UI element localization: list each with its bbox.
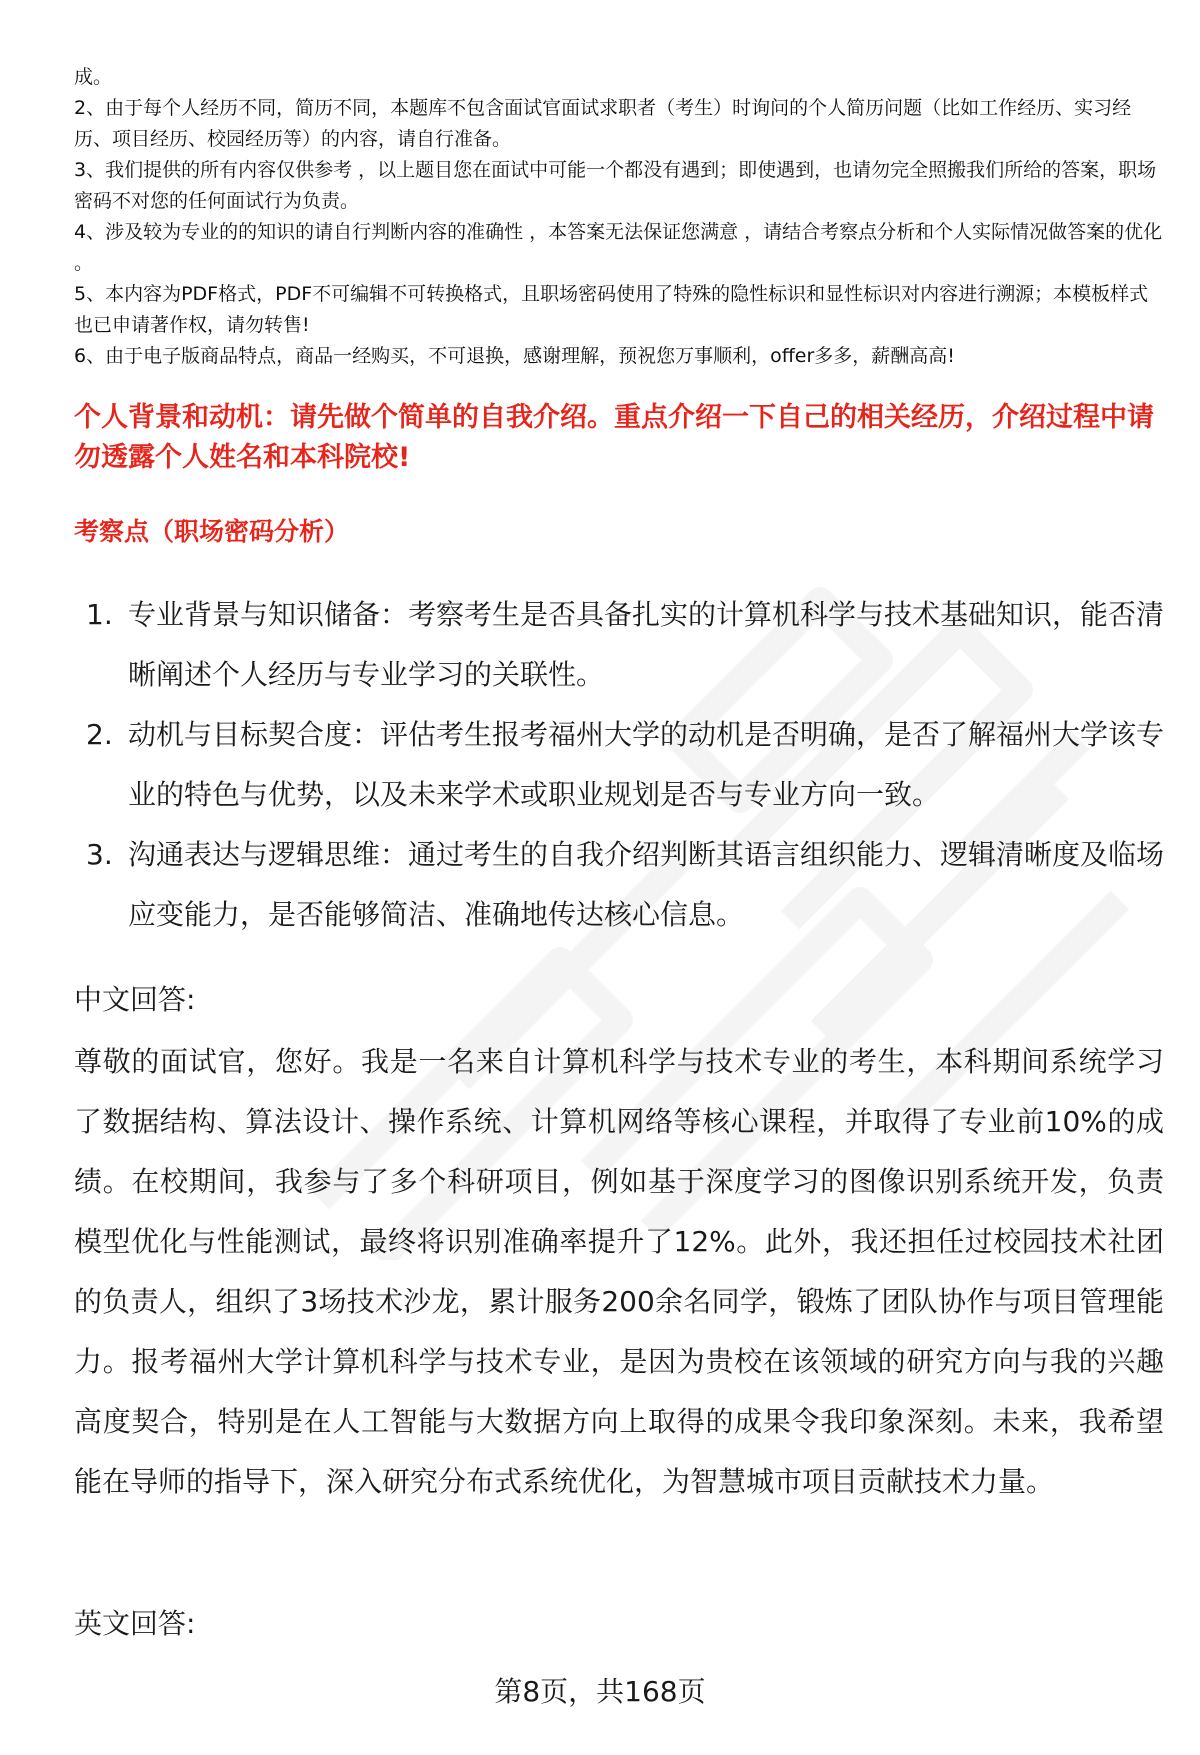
point-text: 专业背景与知识储备：考察考生是否具备扎实的计算机科学与技术基础知识，能否清晰阐述个人经历与专业学习的关联性。	[128, 598, 1165, 691]
point-text: 沟通表达与逻辑思维：通过考生的自我介绍判断其语言组织能力、逻辑清晰度及临场应变能力，是否能够简洁、准确地传达核心信息。	[128, 838, 1165, 931]
point-text: 动机与目标契合度：评估考生报考福州大学的动机是否明确，是否了解福州大学该专业的特色与优势，以及未来学术或职业规划是否与专业方向一致。	[128, 718, 1165, 811]
analysis-point	[74, 585, 1164, 705]
note-line: 2、由于每个人经历不同，简历不同，本题库不包含面试官面试求职者（考生）时询问的个人简历问题（比如工作经历、实习经历、项目经历、校园经历等）的内容，请自行准备。	[74, 97, 1132, 150]
note-line: 5、本内容为PDF格式，PDF不可编辑不可转换格式，且职场密码使用了特殊的隐性标识和显性标识对内容进行溯源；本模板样式也已申请著作权，请勿转售!	[74, 283, 1149, 336]
page-number-footer: 第8页，共168页	[494, 1675, 706, 1708]
chinese-answer-label: 中文回答:	[74, 983, 196, 1016]
interview-question: 个人背景和动机：请先做个简单的自我介绍。重点介绍一下自己的相关经历，介绍过程中请勿透露个人姓名和本科院校!	[74, 402, 1154, 473]
note-line: 6、由于电子版商品特点，商品一经购买，不可退换，感谢理解，预祝您万事顺利，offer多多，薪酬高高!	[74, 345, 955, 367]
analysis-heading: 考察点（职场密码分析）	[74, 517, 350, 546]
analysis-point	[74, 705, 1164, 825]
note-line: 3、我们提供的所有内容仅供参考 ，以上题目您在面试中可能一个都没有遇到；即使遇到，也请勿完全照搬我们所给的答案，职场密码不对您的任何面试行为负责。	[74, 159, 1157, 212]
analysis-points-list	[74, 585, 1164, 945]
note-line: 4、涉及较为专业的的知识的请自行判断内容的准确性 ，本答案无法保证您满意 ，请结合考察点分析和个人实际情况做答案的优化 。	[74, 221, 1163, 274]
point-number: 3.	[86, 838, 113, 871]
english-answer-label: 英文回答:	[74, 1607, 196, 1640]
point-number: 1.	[86, 598, 113, 631]
point-number: 2.	[86, 718, 113, 751]
note-line: 成。	[74, 66, 113, 88]
chinese-answer-text: 尊敬的面试官，您好。我是一名来自计算机科学与技术专业的考生，本科期间系统学习了数据结构、算法设计、操作系统、计算机网络等核心课程，并取得了专业前10%的成绩。在校期间，我参与了多个科研项目，例如基于深度学习的图像识别系统开发，负责模型优化与性能测试，最终将识别准确率提升了12%。此外，我还担任过校园技术社团的负责人，组织了3场技术沙龙，累计服务200余名同学，锻炼了团队协作与项目管理能力。报考福州大学计算机科学与技术专业，是因为贵校在该领域的研究方向与我的兴趣高度契合，特别是在人工智能与大数据方向上取得的成果令我印象深刻。未来，我希望能在导师的指导下，深入研究分布式系统优化，为智慧城市项目贡献技术力量。	[74, 1045, 1164, 1498]
analysis-point	[74, 825, 1164, 945]
disclaimer-notes	[74, 62, 1164, 372]
